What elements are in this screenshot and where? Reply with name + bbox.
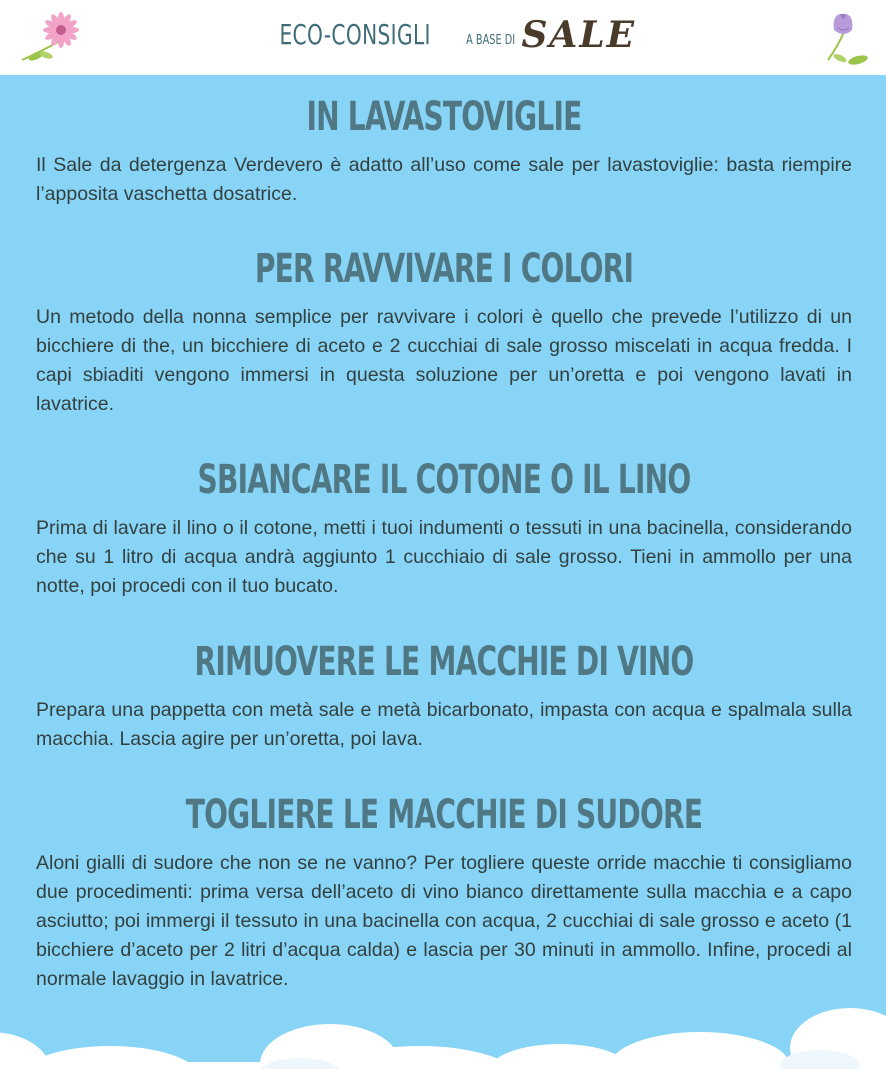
purple-tulip-icon [818,8,880,68]
header-bar [0,0,886,75]
section-text: Il Sale da detergenza Verdevero è adatto all’uso come sale per lavastoviglie: basta riempire l’apposita vaschetta dosatrice. [36,154,852,205]
page-title [0,14,886,56]
section-title: SBIANCARE IL COTONE O IL LINO [197,457,691,503]
content-panel [0,75,886,1069]
cloud-border-icon [0,1000,886,1069]
section-sweat-stains [36,791,852,994]
title-connector: A BASE DI [466,33,516,48]
title-prefix: ECO-CONSIGLI [279,18,431,51]
section-text: Prepara una pappetta con metà sale e metà bicarbonato, impasta con acqua e spalmala sulla macchia. Lascia agire per un’oretta, poi lava. [36,699,852,750]
section-title: PER RAVVIVARE I COLORI [254,246,634,292]
section-title: IN LAVASTOVIGLIE [306,94,582,140]
section-text: Prima di lavare il lino o il cotone, metti i tuoi indumenti o tessuti in una bacinella, considerando che su 1 litro di acqua andrà aggiunto 1 cucchiaio di sale grosso. Tieni in ammollo per una notte, poi procedi con il tuo bucato. [36,517,852,597]
section-title: TOGLIERE LE MACCHIE DI SUDORE [185,792,703,838]
section-dishwasher [36,93,852,209]
section-title: RIMUOVERE LE MACCHIE DI VINO [194,639,694,685]
section-text: Aloni gialli di sudore che non se ne vanno? Per togliere queste orride macchie ti consigliamo due procedimenti: prima versa dell’aceto di vino bianco direttamente sulla macchia e a capo asciutto; poi immergi il tessuto in una bacinella con acqua, 2 cucchiai di sale grosso e aceto (1 bicchiere d’aceto per 2 litri d’acqua calda) e lascia per 30 minuti in ammollo. Infine, procedi al normale lavaggio in lavatrice. [36,852,852,990]
section-text: Un metodo della nonna semplice per ravvivare i colori è quello che prevede l’utilizzo di un bicchiere di the, un bicchiere di aceto e 2 cucchiai di sale grosso miscelati in acqua fredda. I capi sbiaditi vengono immersi in questa soluzione per un’oretta e poi vengono lavati in lavatrice. [36,306,852,415]
title-brand-word: SALE [521,14,637,56]
section-revive-colors [36,245,852,419]
section-wine-stains [36,638,852,754]
section-whiten-cotton-linen [36,456,852,601]
